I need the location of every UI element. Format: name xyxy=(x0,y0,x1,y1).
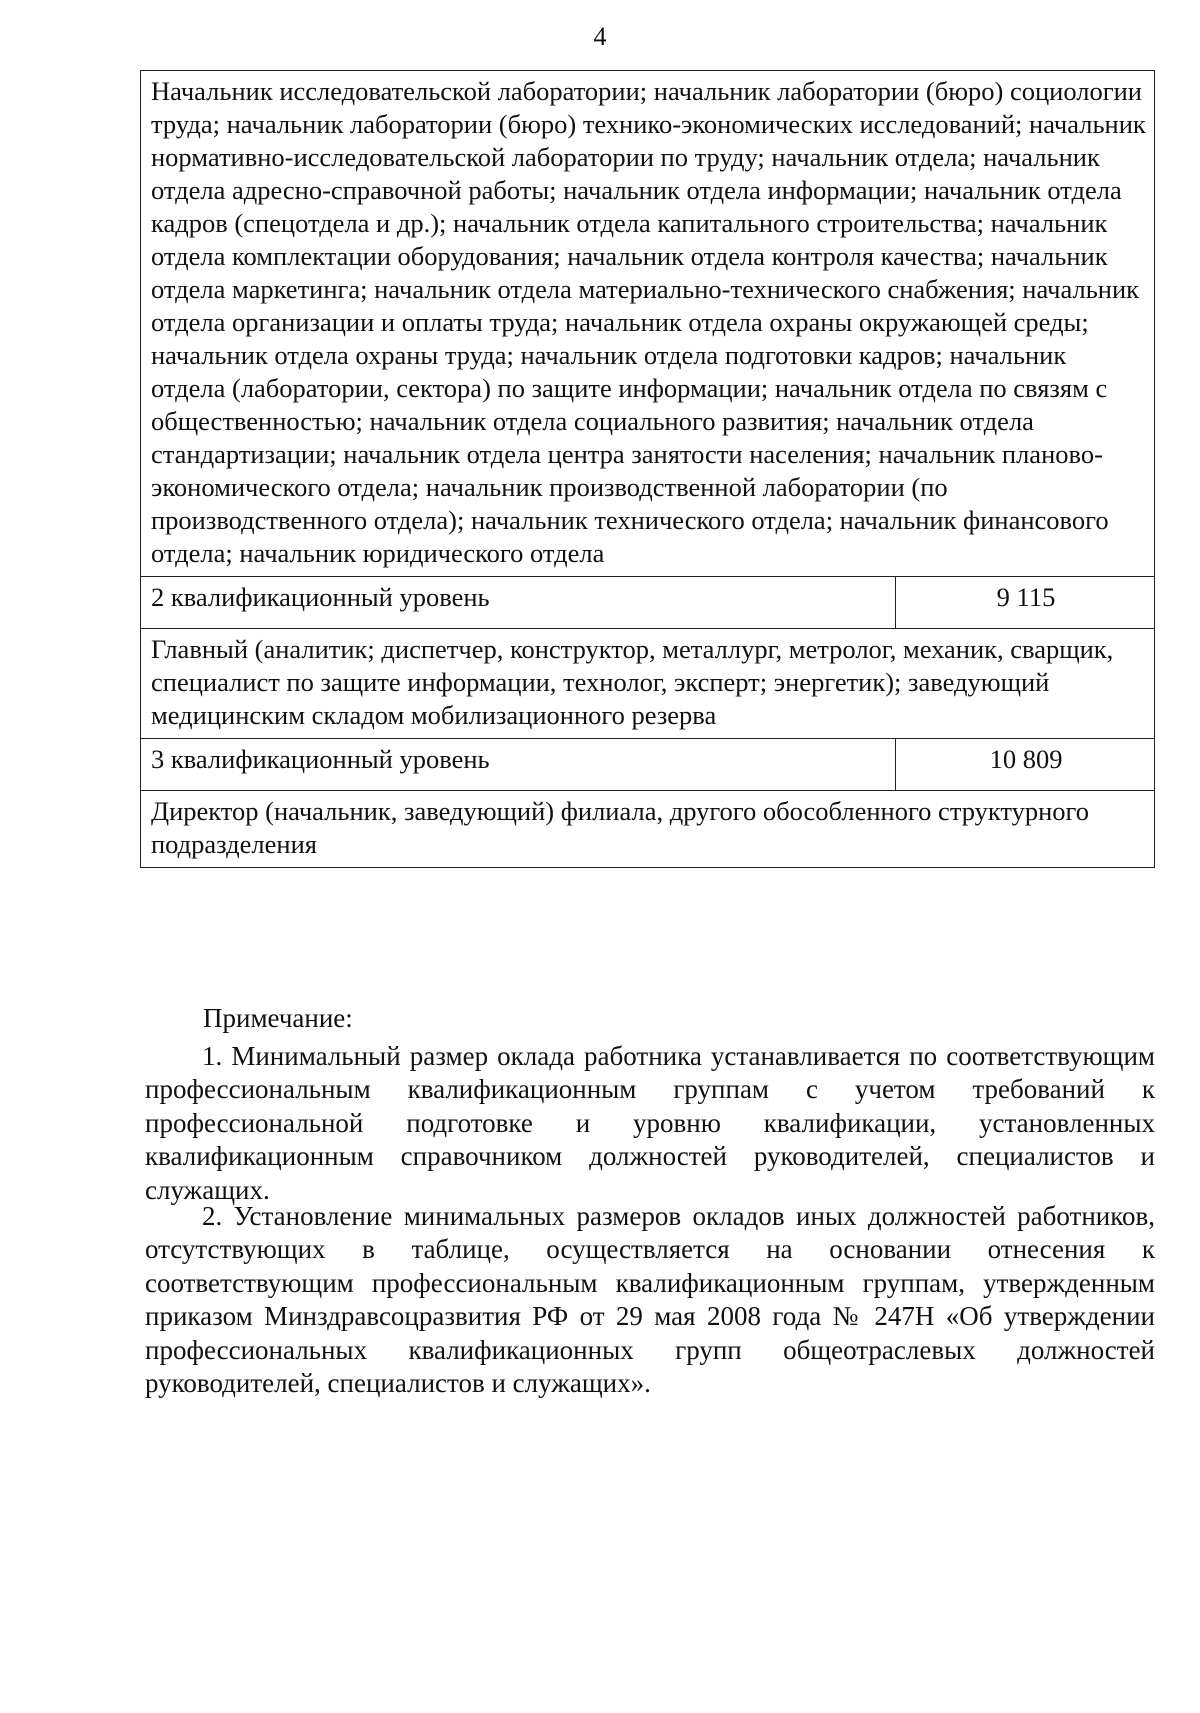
salary-value: 9 115 xyxy=(896,576,1155,628)
table-row xyxy=(141,628,1155,738)
table-row xyxy=(141,790,1155,867)
note-paragraph: 1. Минимальный размер оклада работника устанавливается по соответствующим профессиональным квалификационным группам с учетом требований к профессиональной подготовке и уровню квалификации, установленных квалификационным справочником должностей руководителей, специалистов и служащих. xyxy=(145,1041,1155,1205)
positions-cell: Начальник исследовательской лаборатории; начальник лаборатории (бюро) социологии труда; начальник лаборатории (бюро) технико-экономических исследований; начальник нормативно-исследовательской лаборатории по труду; начальник отдела; начальник отдела адресно-справочной работы; начальник отдела информации; начальник отдела кадров (спецотдела и др.); начальник отдела капитального строительства; начальник отдела комплектации оборудования; начальник отдела контроля качества; начальник отдела маркетинга; начальник отдела материально-технического снабжения; начальник отдела организации и оплаты труда; начальник отдела охраны окружающей среды; начальник отдела охраны труда; начальник отдела подготовки кадров; начальник отдела (лаборатории, сектора) по защите информации; начальник отдела по связям с общественностью; начальник отдела социального развития; начальник отдела стандартизации; начальник отдела центра занятости населения; начальник планово-экономического отдела; начальник производственной лаборатории (по производственного отдела); начальник технического отдела; начальник финансового отдела; начальник юридического отдела xyxy=(141,71,1155,577)
salary-value: 10 809 xyxy=(896,738,1155,790)
notes-title: Примечание: xyxy=(203,1003,353,1033)
note-paragraph: 2. Установление минимальных размеров окладов иных должностей работников, отсутствующих в таблице, осуществляется на основании отнесения к соответствующим профессиональным квалификационным группам, утвержденным приказом Минздравсоцразвития РФ от 29 мая 2008 года № 247Н «Об утверждении профессиональных квалификационных групп общеотраслевых должностей руководителей, специалистов и служащих». xyxy=(145,1201,1155,1399)
positions-cell: Главный (аналитик; диспетчер, конструктор, металлург, метролог, механик, сварщик, специалист по защите информации, технолог, эксперт; энергетик); заведующий медицинским складом мобилизационного резерва xyxy=(141,628,1155,738)
table-row xyxy=(141,738,1155,790)
table-row xyxy=(141,71,1155,577)
salary-table xyxy=(140,70,1155,868)
page-number: 4 xyxy=(593,22,607,51)
positions-cell: Директор (начальник, заведующий) филиала, другого обособленного структурного подразделения xyxy=(141,790,1155,867)
level-label: 3 квалификационный уровень xyxy=(141,738,896,790)
table-row xyxy=(141,576,1155,628)
level-label: 2 квалификационный уровень xyxy=(141,576,896,628)
